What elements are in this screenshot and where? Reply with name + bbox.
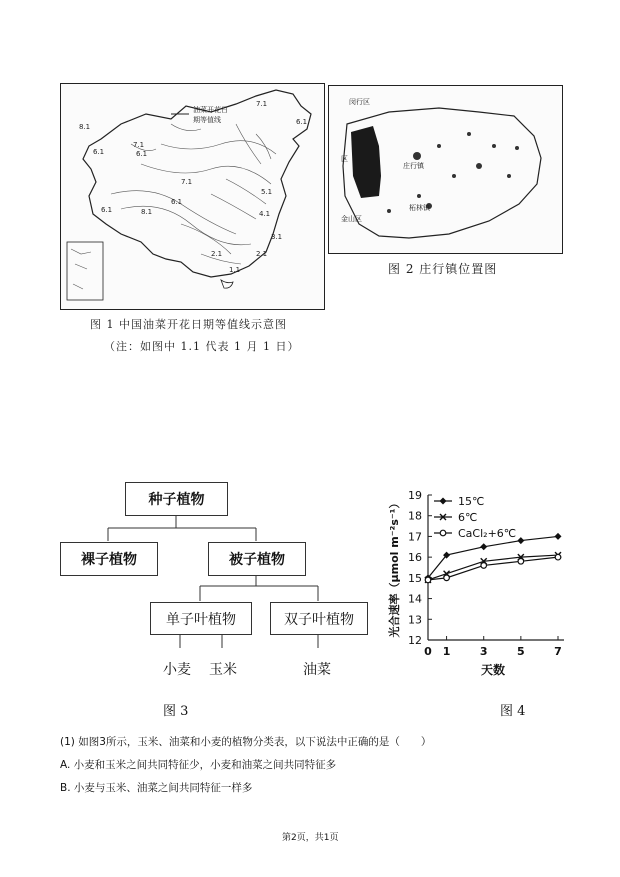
data-point [518, 558, 524, 564]
isoline-label: 1.1 [229, 266, 241, 274]
leaf-corn: 玉米 [209, 662, 237, 678]
isoline-label: 6.1 [101, 206, 113, 214]
isoline-label: 7.1 [133, 141, 145, 149]
node-gymnosperms: 裸子植物 [60, 542, 158, 576]
data-point [555, 554, 561, 560]
y-tick-label: 15 [408, 571, 422, 585]
node-monocots: 单子叶植物 [150, 602, 252, 635]
data-point [444, 575, 450, 581]
legend-marker [440, 498, 447, 505]
legend-label: CaCl₂+6℃ [458, 527, 517, 540]
y-tick-label: 19 [408, 489, 422, 502]
x-tick-label: 5 [517, 645, 525, 658]
label-town: 庄行镇 [403, 162, 424, 170]
leaf-wheat: 小麦 [163, 662, 191, 678]
figure-1-note: （注：如图中 1.1 代表 1 月 1 日） [104, 340, 300, 353]
x-tick-label: 0 [424, 645, 432, 658]
isoline-label: 2.1 [211, 250, 223, 258]
node-angiosperms: 被子植物 [208, 542, 306, 576]
option-b[interactable]: B. 小麦与玉米、油菜之间共同特征一样多 [60, 782, 253, 794]
legend-label: 6℃ [458, 511, 478, 524]
figure-2-caption: 图 2 庄行镇位置图 [388, 262, 498, 276]
figure-1-caption: 图 1 中国油菜开花日期等值线示意图 [90, 318, 287, 331]
label-jinshan: 金山区 [341, 215, 362, 223]
isoline-label: 5.1 [261, 188, 273, 196]
page-footer: 第2页，共1页 [282, 833, 339, 843]
label-district-west: 区 [341, 155, 348, 163]
y-tick-label: 16 [408, 551, 422, 565]
isoline-label: 6.1 [171, 198, 183, 206]
data-point [480, 543, 487, 550]
label-minhang: 闵行区 [349, 98, 370, 106]
isoline-label: 6.1 [296, 118, 308, 126]
y-tick-label: 14 [408, 592, 422, 606]
y-tick-label: 13 [408, 613, 422, 627]
y-tick-label: 17 [408, 530, 422, 544]
label-town2: 柘林镇 [409, 204, 430, 212]
legend-marker [440, 530, 446, 536]
legend-label: 15℃ [458, 495, 485, 508]
photosynthesis-chart [380, 485, 570, 690]
isoline-label: 6.1 [93, 148, 105, 156]
x-axis-label: 天数 [480, 663, 506, 677]
isoline-label: 2.1 [256, 250, 268, 258]
isoline-label: 7.1 [256, 100, 268, 108]
data-point [555, 533, 562, 540]
data-point [425, 577, 431, 583]
data-point [517, 537, 524, 544]
figure-4-caption: 图 4 [500, 704, 526, 719]
y-tick-label: 18 [408, 509, 422, 523]
node-seed-plants: 种子植物 [125, 482, 228, 516]
isoline-label: 3.1 [271, 233, 283, 241]
question-stem: (1) 如图3所示，玉米、油菜和小麦的植物分类表，以下说法中正确的是（ ） [60, 736, 432, 748]
isoline-label: 6.1 [136, 150, 148, 158]
map-legend-line1: 油菜开花日 [193, 106, 228, 114]
option-a[interactable]: A. 小麦和玉米之间共同特征少，小麦和油菜之间共同特征多 [60, 759, 337, 771]
isoline-label: 7.1 [181, 178, 193, 186]
y-axis-label: 光合速率（μmol m⁻²s⁻¹） [388, 497, 401, 638]
map-legend-line2: 期等值线 [193, 116, 221, 124]
isoline-label: 4.1 [259, 210, 271, 218]
figure-3-caption: 图 3 [163, 704, 189, 719]
x-tick-label: 3 [479, 645, 488, 658]
isoline-label: 8.1 [79, 123, 91, 131]
data-point [481, 563, 487, 569]
leaf-rape: 油菜 [303, 662, 331, 678]
x-tick-label: 7 [554, 645, 562, 658]
isoline-label: 8.1 [141, 208, 153, 216]
y-tick-label: 12 [408, 634, 422, 647]
x-tick-label: 1 [442, 645, 451, 658]
node-dicots: 双子叶植物 [270, 602, 368, 635]
